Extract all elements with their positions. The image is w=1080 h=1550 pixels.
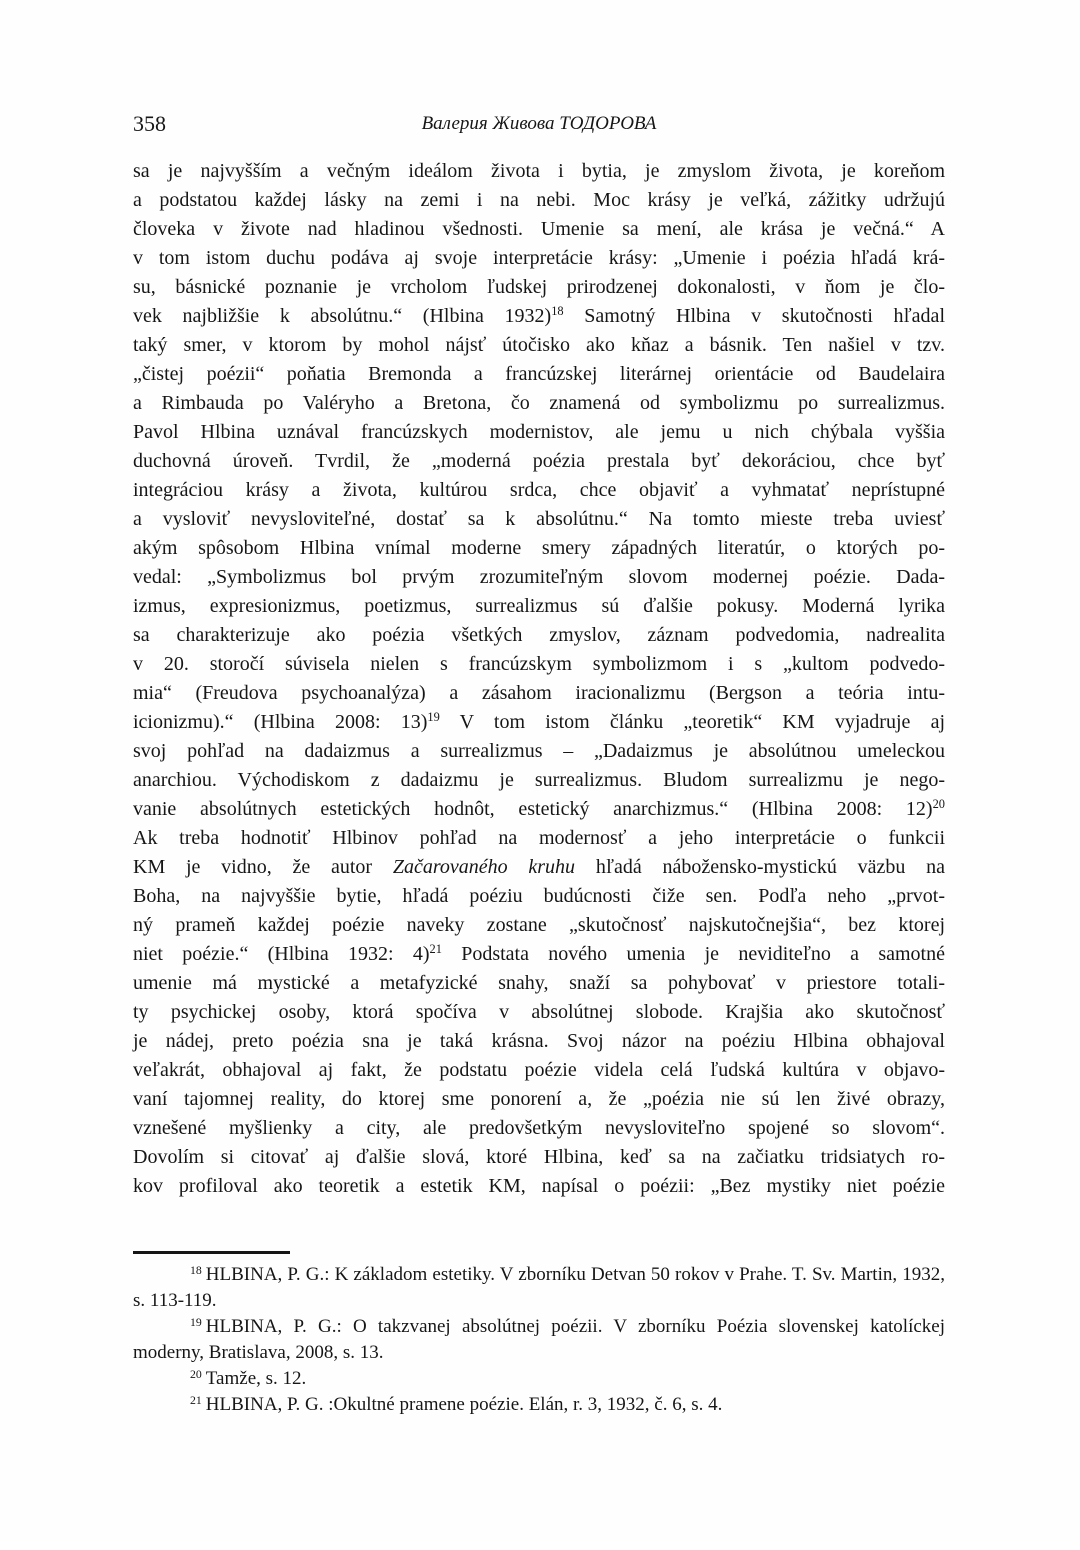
body-line	[133, 273, 945, 302]
body-line	[133, 534, 945, 563]
body-line	[133, 795, 945, 824]
footnote	[133, 1392, 945, 1418]
text-run: a vysloviť nevysloviteľné, dostať sa k absolútnu.“ Na tomto mieste treba uviesť	[133, 508, 945, 530]
body-line	[133, 1027, 945, 1056]
text-run: a Rimbauda po Valéryho a Bretona, čo znamená od symbolizmu po surrealizmus.	[133, 392, 945, 414]
body-line	[133, 940, 945, 969]
body-line	[133, 911, 945, 940]
footnote-reference: 19	[427, 710, 440, 725]
text-run: hľadá nábožensko-mystickú väzbu na	[575, 856, 945, 878]
text-run: ný prameň každej poézie naveky zostane „skutočnosť najskutočnejšia“, bez ktorej	[133, 914, 945, 936]
footnote-number: 18	[190, 1263, 202, 1277]
text-run: mia“ (Freudova psychoanalýza) a zásahom iracionalizmu (Bergson a teória intu-	[133, 682, 945, 704]
italic-work-title: Začarovaného kruhu	[392, 856, 576, 878]
footnote-reference: 20	[932, 797, 945, 812]
text-run: Podstata nového umenia je neviditeľno a samotné	[441, 943, 945, 965]
footnote-reference: 18	[551, 304, 564, 319]
text-run: v tom istom duchu podáva aj svoje interpretácie krásy: „Umenie i poézia hľadá krá-	[133, 247, 945, 269]
footnote-number: 21	[190, 1393, 202, 1407]
text-run: človeka v živote nad hladinou všednosti. Umenie sa mení, ale krása je večná.“ A	[133, 218, 945, 240]
text-run: vaní tajomnej reality, do ktorej sme ponorení a, že „poézia nie sú len živé obrazy,	[133, 1088, 945, 1110]
body-text	[133, 157, 945, 1201]
body-line	[133, 186, 945, 215]
text-run: „čistej poézii“ poňatia Bremonda a francúzskej literárnej orientácie od Baudelaira	[133, 363, 945, 385]
text-run: sa charakterizuje ako poézia všetkých zmyslov, záznam podvedomia, nadrealita	[133, 624, 945, 646]
footnote	[133, 1262, 945, 1314]
body-line	[133, 244, 945, 273]
text-run: Ak treba hodnotiť Hlbinov pohľad na modernosť a jeho interpretácie o funkcii	[133, 827, 945, 849]
running-head: Валерия Живова ТОДОРОВА	[421, 113, 657, 134]
text-run: a podstatou každej lásky na zemi i na nebi. Moc krásy je veľká, zážitky udržujú	[133, 189, 945, 211]
body-line	[133, 621, 945, 650]
text-run: Dovolím si citovať aj ďalšie slová, ktoré Hlbina, keď sa na začiatku tridsiatych ro-	[133, 1146, 945, 1168]
body-line	[133, 447, 945, 476]
body-line	[133, 302, 945, 331]
body-line	[133, 1056, 945, 1085]
body-line	[133, 157, 945, 186]
body-line	[133, 215, 945, 244]
body-line	[133, 882, 945, 911]
text-run: umenie má mystické a metafyzické snahy, snaží sa pohybovať v priestore totali-	[133, 972, 945, 994]
text-run: sa je najvyšším a večným ideálom života i bytia, je zmyslom života, je koreňom	[133, 160, 945, 182]
text-run: ty psychickej osoby, ktorá spočíva v absolútnej slobode. Krajšia ako skutočnosť	[133, 1001, 945, 1023]
text-run: integráciou krásy a života, kultúrou srdca, chce objaviť a vyhmatať neprístupné	[133, 479, 945, 501]
footnote	[133, 1366, 945, 1392]
body-line	[133, 708, 945, 737]
body-line	[133, 853, 945, 882]
footnote-text: HLBINA, P. G. :Okultné pramene poézie. Elán, r. 3, 1932, č. 6, s. 4.	[205, 1394, 723, 1415]
body-line	[133, 679, 945, 708]
text-run: Boha, na najvyššie bytie, hľadá poéziu budúcnosti čiže sen. Podľa neho „prvot-	[133, 885, 945, 907]
text-run: veľakrát, obhajoval aj fakt, že podstatu poézie videla celá ľudská kultúra v objavo-	[133, 1059, 945, 1081]
footnote-text: HLBINA, P. G.: O takzvanej absolútnej poézii. V zborníku Poézia slovenskej katolíckej moderny, Bratislava, 2008, s. 13.	[133, 1316, 945, 1363]
text-run: kov profiloval ako teoretik a estetik KM, napísal o poézii: „Bez mystiky niet poézie	[133, 1175, 945, 1197]
body-line	[133, 1085, 945, 1114]
body-line	[133, 1172, 945, 1201]
footnote-text: HLBINA, P. G.: K základom estetiky. V zborníku Detvan 50 rokov v Prahe. T. Sv. Martin, 1932, s. 113-119.	[133, 1264, 945, 1311]
body-line	[133, 592, 945, 621]
text-run: akým spôsobom Hlbina vnímal moderne smery západných literatúr, o ktorých po-	[133, 537, 945, 559]
body-line	[133, 418, 945, 447]
footnote	[133, 1314, 945, 1366]
body-line	[133, 389, 945, 418]
body-line	[133, 650, 945, 679]
text-run: vanie absolútnych estetických hodnôt, estetický anarchizmus.“ (Hlbina 2008: 12)	[133, 798, 933, 820]
body-line	[133, 737, 945, 766]
body-line	[133, 563, 945, 592]
footnote-separator	[133, 1251, 290, 1254]
footnote-number: 20	[190, 1367, 202, 1381]
text-run: niet poézie.“ (Hlbina 1932: 4)	[133, 943, 430, 965]
text-run: v 20. storočí súvisela nielen s francúzskym symbolizmom i s „kultom podvedo-	[133, 653, 945, 675]
body-line	[133, 766, 945, 795]
text-run: Samotný Hlbina v skutočnosti hľadal	[563, 305, 945, 327]
body-line	[133, 505, 945, 534]
footnotes	[133, 1262, 945, 1418]
text-run: vznešené myšlienky a city, ale predovšetkým nevysloviteľno spojené so slovom“.	[133, 1117, 945, 1139]
body-line	[133, 476, 945, 505]
body-line	[133, 1143, 945, 1172]
text-run: izmus, expresionizmus, poetizmus, surrealizmus sú ďalšie pokusy. Moderná lyrika	[133, 595, 945, 617]
text-run: je nádej, preto poézia sna je taká krásna. Svoj názor na poéziu Hlbina obhajoval	[133, 1030, 945, 1052]
body-line	[133, 824, 945, 853]
page-header	[133, 110, 945, 140]
body-line	[133, 331, 945, 360]
text-run: vek najbližšie k absolútnu.“ (Hlbina 1932)	[133, 305, 552, 327]
footnote-reference: 21	[429, 942, 442, 957]
text-run: vedal: „Symbolizmus bol prvým zrozumiteľným slovom modernej poézie. Dada-	[133, 566, 945, 588]
text-run: V tom istom článku „teoretik“ KM vyjadruje aj	[439, 711, 946, 733]
footnote-text: Tamže, s. 12.	[205, 1368, 307, 1389]
text-run: duchovná úroveň. Tvrdil, že „moderná poézia prestala byť dekoráciou, chce byť	[133, 450, 945, 472]
page-number: 358	[133, 111, 166, 136]
footnote-number: 19	[190, 1315, 202, 1329]
text-run: su, básnické poznanie je vrcholom ľudskej prirodzenej dokonalosti, v ňom je člo-	[133, 276, 945, 298]
body-line	[133, 360, 945, 389]
text-run: svoj pohľad na dadaizmus a surrealizmus – „Dadaizmus je absolútnou umeleckou	[133, 740, 945, 762]
text-run: icionizmu).“ (Hlbina 2008: 13)	[133, 711, 428, 733]
text-run: taký smer, v ktorom by mohol nájsť útočisko ako kňaz a básnik. Ten našiel v tzv.	[133, 334, 945, 356]
body-line	[133, 1114, 945, 1143]
text-run: Pavol Hlbina uznával francúzskych modernistov, ale jemu u nich chýbala vyššia	[133, 421, 945, 443]
text-run: anarchiou. Východiskom z dadaizmu je surrealizmus. Bludom surrealizmu je nego-	[133, 769, 945, 791]
body-line	[133, 969, 945, 998]
body-line	[133, 998, 945, 1027]
text-run: KM je vidno, že autor	[133, 856, 393, 878]
